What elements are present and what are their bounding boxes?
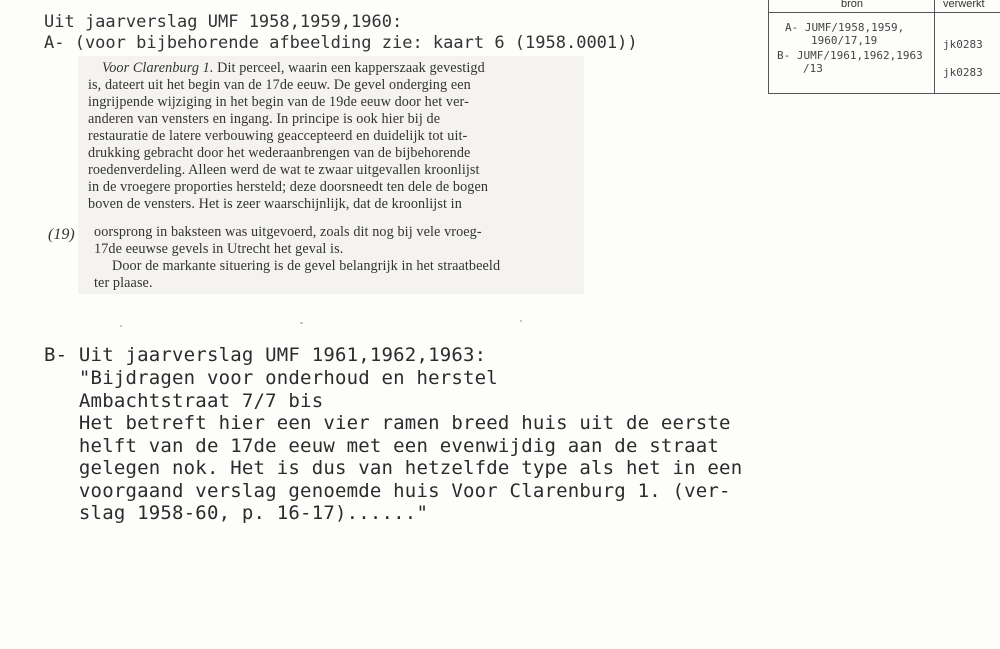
printed-line-8: in de vroegere proporties hersteld; deze doorsneedt ten dele de bogen [88, 179, 489, 195]
row-a-verwerkt: jk0283 [943, 38, 983, 51]
section-b-line-2: "Bijdragen voor onderhoud en herstel [44, 367, 498, 389]
printed-line-10: oorsprong in baksteen was uitgevoerd, zoals dit nog bij vele vroeg- [94, 224, 482, 240]
row-b-verwerkt: jk0283 [943, 66, 983, 79]
printed-line-2: is, dateert uit het begin van de 17de eeuw. De gevel onderging een [88, 77, 471, 93]
section-b-line-6: gelegen nok. Het is dus van hetzelfde type als het in een [44, 457, 743, 479]
table-header-divider [769, 12, 1000, 13]
section-a-title: Uit jaarverslag UMF 1958,1959,1960: [44, 12, 403, 32]
section-b-line-8: slag 1958-60, p. 16-17)......" [44, 502, 429, 524]
printed-line-3: ingrijpende wijziging in het begin van de 19de eeuw door het ver- [88, 94, 469, 110]
section-a-subtitle: A- (voor bijbehorende afbeelding zie: kaart 6 (1958.0001)) [44, 33, 638, 53]
section-b-line-4: Het betreft hier een vier ramen breed huis uit de eerste [44, 412, 731, 434]
section-b-line-3: Ambachtstraat 7/7 bis [44, 390, 324, 412]
printed-line-5: restauratie de latere verbouwing geaccepteerd en duidelijk tot uit- [88, 128, 468, 144]
printed-line-9: boven de vensters. Het is zeer waarschijnlijk, dat de kroonlijst in [88, 196, 462, 212]
header-verwerkt: verwerkt [943, 0, 985, 10]
scan-speck [300, 322, 303, 324]
scan-speck [520, 320, 522, 322]
printed-line-7: roedenverdeling. Alleen werd de wat te zwaar uitgevallen kroonlijst [88, 162, 480, 178]
row-a-bron-line1: A- JUMF/1958,1959, [785, 21, 905, 34]
row-b-bron-line2: /13 [803, 62, 823, 75]
section-b-line-7: voorgaand verslag genoemde huis Voor Clarenburg 1. (ver- [44, 480, 731, 502]
section-b-line-1: B- Uit jaarverslag UMF 1961,1962,1963: [44, 344, 487, 366]
printed-line-12: Door de markante situering is de gevel belangrijk in het straatbeeld [112, 258, 501, 274]
row-a-bron-line2: 1960/17,19 [811, 34, 878, 47]
scan-speck [120, 325, 122, 327]
source-table [768, 0, 1000, 94]
printed-line-13: ter plaase. [94, 275, 153, 291]
row-b-bron-line1: B- JUMF/1961,1962,1963 [777, 49, 923, 62]
section-b-line-5: helft van de 17de eeuw met een evenwijdig aan de straat [44, 435, 720, 457]
printed-line-6: drukking gebracht door het wederaanbrengen van de bijbehorende [88, 145, 471, 161]
printed-line-11: 17de eeuwse gevels in Utrecht het geval is. [94, 241, 344, 257]
header-bron: bron [841, 0, 864, 10]
handwritten-page-note: (19) [48, 226, 75, 243]
printed-line-4: anderen van vensters en ingang. In principe is ook hier bij de [88, 111, 441, 127]
printed-line-1: Voor Clarenburg 1. Dit perceel, waarin een kapperszaak gevestigd [102, 60, 485, 76]
table-column-divider [934, 0, 935, 93]
